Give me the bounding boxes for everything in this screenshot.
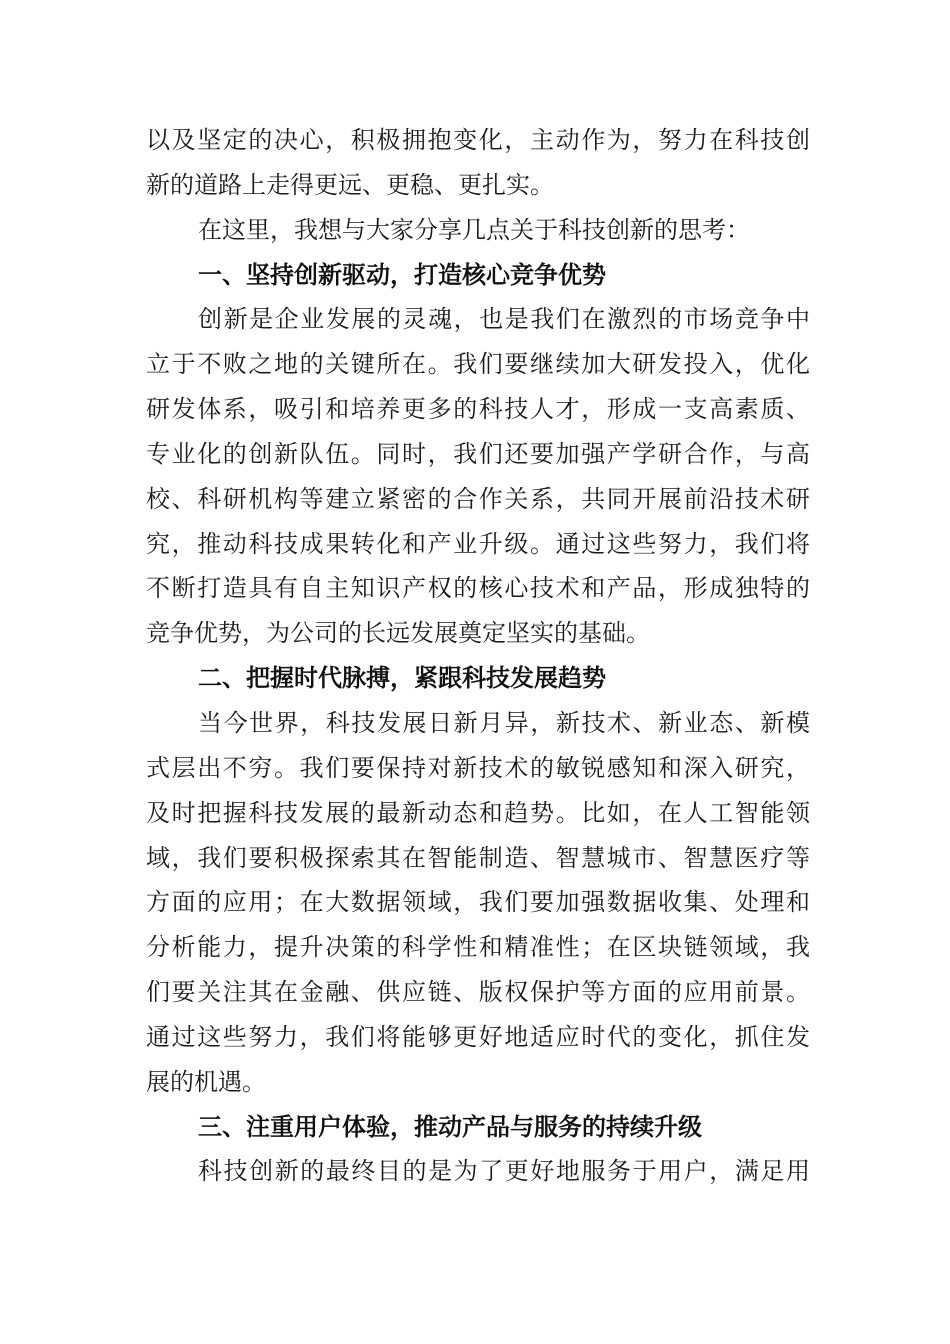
text-line: 不断打造具有自主知识产权的核心技术和产品，形成独特的 [146, 574, 810, 603]
text-line: 竞争优势，为公司的长远发展奠定坚实的基础。 [146, 619, 650, 648]
text-line: 域，我们要积极探索其在智能制造、智慧城市、智慧医疗等 [146, 843, 810, 872]
text-line: 在这里，我想与大家分享几点关于科技创新的思考： [198, 215, 750, 244]
section-heading-1: 一、坚持创新驱动，打造核心竞争优势 [198, 260, 606, 289]
text-line: 及时把握科技发展的最新动态和趋势。比如，在人工智能领 [146, 798, 810, 827]
text-line: 专业化的创新队伍。同时，我们还要加强产学研合作，与高 [146, 439, 810, 468]
text-line: 研发体系，吸引和培养更多的科技人才，形成一支高素质、 [146, 395, 810, 424]
text-line: 展的机遇。 [146, 1067, 266, 1096]
text-line: 新的道路上走得更远、更稳、更扎实。 [146, 170, 554, 199]
text-line: 创新是企业发展的灵魂，也是我们在激烈的市场竞争中 [198, 305, 810, 334]
section-heading-2: 二、把握时代脉搏，紧跟科技发展趋势 [198, 664, 606, 693]
text-line: 们要关注其在金融、供应链、版权保护等方面的应用前景。 [146, 978, 810, 1007]
section-heading-3: 三、注重用户体验，推动产品与服务的持续升级 [198, 1112, 702, 1141]
text-line: 当今世界，科技发展日新月异，新技术、新业态、新模 [198, 708, 810, 737]
text-line: 究，推动科技成果转化和产业升级。通过这些努力，我们将 [146, 529, 810, 558]
text-line: 分析能力，提升决策的科学性和精准性；在区块链领域，我 [146, 933, 810, 962]
text-line: 以及坚定的决心，积极拥抱变化，主动作为，努力在科技创 [146, 126, 810, 154]
document-body [146, 118, 810, 1194]
text-line: 立于不败之地的关键所在。我们要继续加大研发投入，优化 [146, 350, 810, 379]
text-line: 校、科研机构等建立紧密的合作关系，共同开展前沿技术研 [146, 484, 810, 513]
text-line: 式层出不穷。我们要保持对新技术的敏锐感知和深入研究， [146, 753, 810, 782]
text-line: 方面的应用；在大数据领域，我们要加强数据收集、处理和 [146, 888, 810, 917]
text-line: 通过这些努力，我们将能够更好地适应时代的变化，抓住发 [146, 1022, 810, 1051]
text-line: 科技创新的最终目的是为了更好地服务于用户，满足用 [198, 1157, 810, 1186]
